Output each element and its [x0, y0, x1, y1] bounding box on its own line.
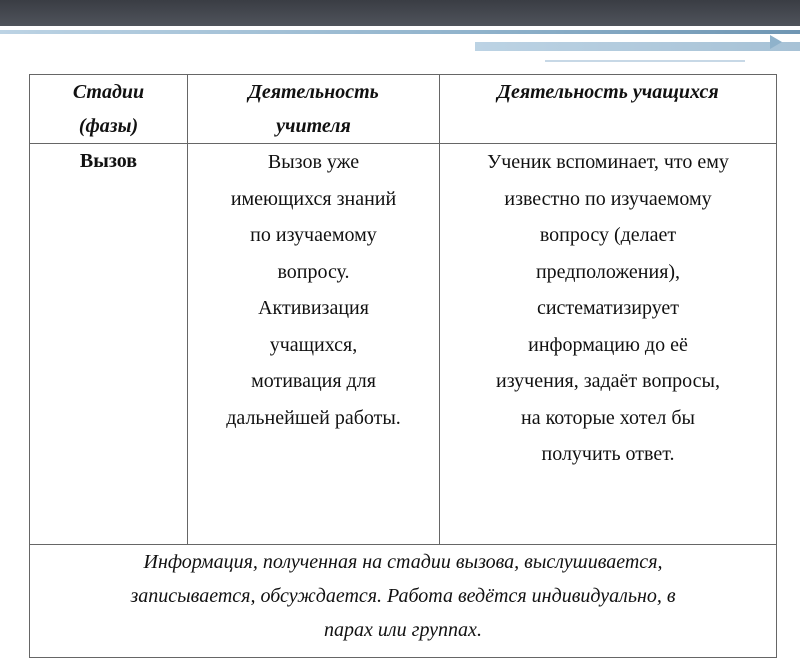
footer-line: Информация, полученная на стадии вызова, выслушивается,	[143, 551, 663, 573]
slide-header-band	[0, 0, 800, 26]
teacher-line: Активизация	[258, 297, 369, 319]
table-header-row	[30, 75, 777, 144]
teacher-line: учащихся,	[269, 333, 358, 356]
stages-table	[29, 74, 777, 658]
student-line: информацию до её	[528, 333, 688, 356]
table-row	[30, 144, 777, 545]
accent-line-top	[0, 30, 800, 34]
student-line: получить ответ.	[541, 443, 675, 465]
accent-line-bottom	[545, 60, 745, 62]
header-stages-line: (фазы)	[78, 115, 139, 137]
teacher-line: Вызов уже	[267, 151, 360, 173]
student-activity-cell	[440, 144, 777, 545]
stage-cell	[30, 144, 188, 545]
footer-line: парах или группах.	[324, 619, 482, 641]
teacher-line: по изучаемому	[250, 224, 377, 246]
slide-accent-lines	[0, 26, 800, 54]
teacher-line: вопросу.	[277, 260, 350, 283]
header-teacher-line: Деятельность	[248, 81, 379, 103]
table-footer-row	[30, 545, 777, 658]
arrow-right-icon	[770, 35, 782, 49]
student-line: Ученик вспоминает, что ему	[487, 151, 729, 173]
accent-line-middle	[475, 42, 800, 51]
footer-note	[30, 545, 777, 658]
teacher-line: мотивация для	[251, 370, 376, 392]
student-line: изучения, задаёт вопросы,	[496, 370, 720, 392]
teacher-line: имеющихся знаний	[230, 187, 397, 210]
student-line: вопросу (делает	[539, 224, 677, 246]
footer-line: записывается, обсуждается. Работа ведётся индивидуально, в	[130, 585, 676, 607]
header-student-line: Деятельность учащихся	[497, 81, 719, 103]
header-stages-line: Стадии	[72, 81, 145, 103]
header-teacher-line: учителя	[276, 115, 351, 137]
header-teacher-activity	[188, 75, 440, 144]
header-stages	[30, 75, 188, 144]
student-line: известно по изучаемому	[504, 187, 712, 210]
student-line: на которые хотел бы	[521, 406, 695, 429]
header-student-activity	[440, 75, 777, 144]
teacher-activity-cell	[188, 144, 440, 545]
teacher-line: дальнейшей работы.	[226, 406, 401, 429]
stage-name: Вызов	[79, 150, 138, 172]
student-line: систематизирует	[536, 297, 680, 319]
student-line: предположения),	[535, 260, 681, 283]
